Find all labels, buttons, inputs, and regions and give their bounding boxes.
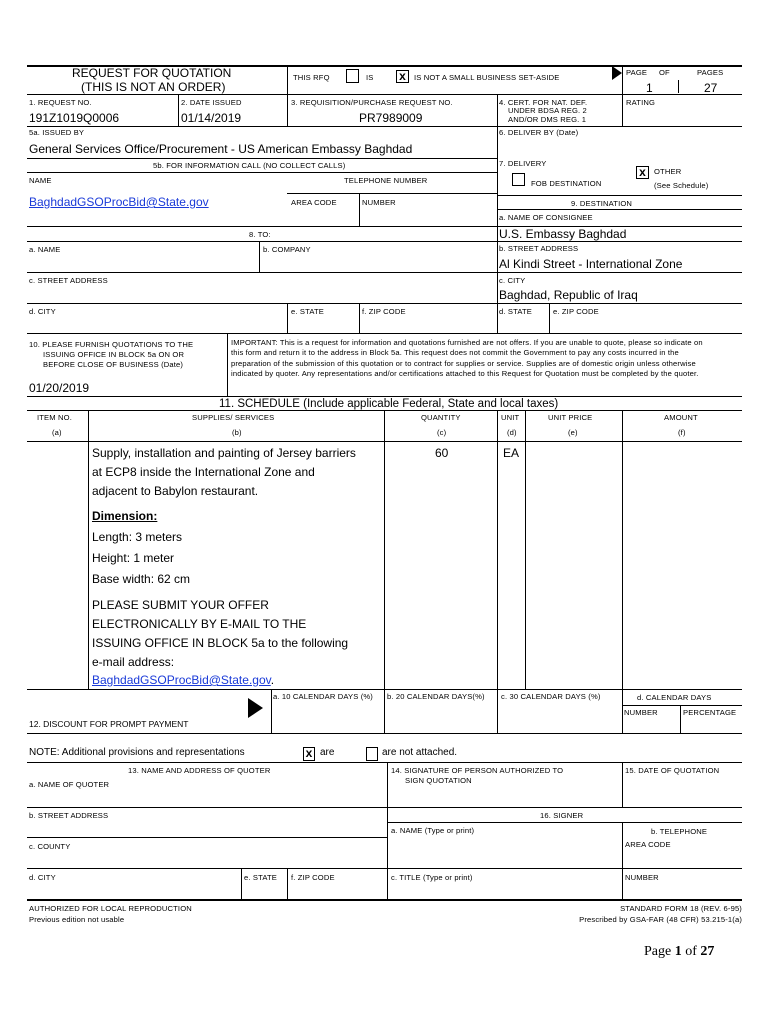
item-quantity: 60 — [435, 446, 449, 460]
consignee-value: U.S. Embassy Baghdad — [499, 227, 627, 241]
info-name-label: NAME — [29, 176, 52, 185]
delivery-label: 7. DELIVERY — [499, 159, 547, 168]
description-line: Supply, installation and painting of Jersey barriers — [92, 446, 356, 460]
this-rfq-label: THIS RFQ — [293, 73, 330, 82]
fob-destination-label: FOB DESTINATION — [531, 179, 602, 188]
important-notice: IMPORTANT: This is a request for information and quotations furnished are not offers. If you are unable to quote, please so indicate on this form and return it to the address in Block 5a. This request does not commit the Government to pay any costs incurred in the preparation of the submission of this quotation or to contract for supplies or service. Supplies are of domestic origin unless otherwise indicated by quoter. Any representations and/or certifications attached to this Request for Quotation must be completed by the quoter. — [231, 338, 703, 379]
date-issued-label: 2. DATE ISSUED — [181, 98, 242, 107]
are-attached-checkbox[interactable]: x — [303, 747, 315, 761]
quoter-zip-label: f. ZIP CODE — [291, 873, 335, 882]
column-header: QUANTITY — [421, 413, 461, 422]
dest-state-label: d. STATE — [499, 307, 532, 316]
column-key: (d) — [507, 428, 517, 437]
signer-number-label: NUMBER — [625, 873, 659, 882]
signer-label: 16. SIGNER — [540, 811, 584, 820]
number-label: NUMBER — [362, 198, 396, 207]
description-line: adjacent to Babylon restaurant. — [92, 484, 259, 498]
quoter-label: 13. NAME AND ADDRESS OF QUOTER — [128, 766, 271, 775]
page-current: 1 — [674, 944, 682, 959]
discount-percentage: PERCENTAGE — [683, 708, 737, 717]
column-key: (c) — [437, 428, 447, 437]
dimension-base-width: Base width: 62 cm — [92, 572, 191, 586]
area-code-label: AREA CODE — [291, 198, 337, 207]
is-label: IS — [366, 73, 374, 82]
column-key: (e) — [568, 428, 578, 437]
discount-number: NUMBER — [624, 708, 658, 717]
block10-line2: ISSUING OFFICE IN BLOCK 5a ON OR — [43, 350, 185, 359]
page-footer — [644, 944, 714, 960]
dimension-length: Length: 3 meters — [92, 530, 183, 544]
submit-line: ELECTRONICALLY BY E-MAIL TO THE — [92, 617, 307, 631]
column-key: (f) — [678, 428, 686, 437]
request-no-label: 1. REQUEST NO. — [29, 98, 92, 107]
quoter-name-label: a. NAME OF QUOTER — [29, 780, 110, 789]
see-schedule-label: (See Schedule) — [654, 181, 709, 190]
item-unit: EA — [503, 446, 520, 460]
quoter-state-label: e. STATE — [244, 873, 277, 882]
info-email-link[interactable]: BaghdadGSOProcBid@State.gov — [29, 195, 209, 209]
request-no: 191Z1019Q0006 — [29, 111, 120, 125]
discount-arrow-icon — [248, 698, 263, 718]
discount-10-days: a. 10 CALENDAR DAYS (%) — [273, 692, 373, 701]
submit-period: . — [270, 673, 275, 687]
column-header: UNIT — [501, 413, 520, 422]
set-aside-is-checkbox[interactable] — [346, 69, 359, 83]
to-label: 8. TO: — [249, 230, 271, 239]
to-city-label: d. CITY — [29, 307, 56, 316]
quoter-city-label: d. CITY — [29, 873, 56, 882]
pages-label: PAGES — [697, 68, 724, 77]
footer-prescribed-by: Prescribed by GSA-FAR (48 CFR) 53.215-1(a) — [579, 915, 742, 924]
to-state-label: e. STATE — [291, 307, 324, 316]
total-pages: 27 — [704, 81, 718, 95]
submit-line: PLEASE SUBMIT YOUR OFFER — [92, 598, 269, 612]
submit-email-row — [92, 673, 274, 687]
page-number: 1 — [646, 81, 653, 95]
dest-zip-label: e. ZIP CODE — [553, 307, 599, 316]
requisition-no: PR7989009 — [359, 111, 423, 125]
are-label: are — [320, 747, 335, 758]
submit-line: ISSUING OFFICE IN BLOCK 5a to the following — [92, 636, 349, 650]
footer-standard-form: STANDARD FORM 18 (REV. 6-95) — [620, 904, 742, 913]
discount-calendar-days: d. CALENDAR DAYS — [637, 693, 712, 702]
dest-city-value: Baghdad, Republic of Iraq — [499, 288, 638, 302]
date-issued: 01/14/2019 — [181, 111, 242, 125]
of-label: OF — [659, 68, 670, 77]
destination-label: 9. DESTINATION — [571, 199, 633, 208]
is-not-label: IS NOT A SMALL BUSINESS SET-ASIDE — [414, 73, 560, 82]
page-label: PAGE — [626, 68, 648, 77]
are-not-label: are not attached. — [382, 747, 458, 758]
column-header: ITEM NO. — [37, 413, 72, 422]
are-not-attached-checkbox[interactable] — [366, 747, 378, 761]
signature-label-2: SIGN QUOTATION — [405, 776, 472, 785]
column-header: AMOUNT — [664, 413, 698, 422]
signer-title-label: c. TITLE (Type or print) — [391, 873, 473, 882]
fob-destination-checkbox[interactable] — [512, 173, 525, 186]
issued-by-label: 5a. ISSUED BY — [29, 128, 85, 137]
footer-previous-edition: Previous edition not usable — [29, 915, 125, 924]
description-line: at ECP8 inside the International Zone and — [92, 465, 315, 479]
submit-line: e-mail address: — [92, 655, 175, 669]
issued-by-value: General Services Office/Procurement - US American Embassy Baghdad — [29, 142, 413, 156]
dest-street-label: b. STREET ADDRESS — [499, 244, 579, 253]
telephone-label: TELEPHONE NUMBER — [344, 176, 428, 185]
dest-city-label: c. CITY — [499, 276, 526, 285]
signature-label-1: 14. SIGNATURE OF PERSON AUTHORIZED TO — [391, 766, 564, 775]
consignee-label: a. NAME OF CONSIGNEE — [499, 213, 593, 222]
requisition-label: 3. REQUISITION/PURCHASE REQUEST NO. — [291, 98, 453, 107]
discount-label: 12. DISCOUNT FOR PROMPT PAYMENT — [29, 719, 189, 729]
other-checkbox[interactable]: x — [636, 166, 649, 179]
schedule-title: 11. SCHEDULE (Include applicable Federal, State and local taxes) — [219, 398, 559, 410]
signer-area-code-label: AREA CODE — [625, 840, 671, 849]
signer-name-label: a. NAME (Type or print) — [391, 826, 475, 835]
column-header: SUPPLIES/ SERVICES — [192, 413, 275, 422]
quoter-county-label: c. COUNTY — [29, 842, 71, 851]
dimension-heading: Dimension: — [92, 509, 158, 523]
cert-label-1: 4. CERT. FOR NAT. DEF. — [499, 98, 588, 107]
deliver-by-label: 6. DELIVER BY (Date) — [499, 128, 579, 137]
footer-reproduction: AUTHORIZED FOR LOCAL REPRODUCTION — [29, 904, 192, 913]
arrow-marker-icon — [612, 66, 622, 80]
block10-line3: BEFORE CLOSE OF BUSINESS (Date) — [43, 360, 184, 369]
dimension-height: Height: 1 meter — [92, 551, 175, 565]
dest-street-value: Al Kindi Street - International Zone — [499, 257, 683, 271]
note-text: NOTE: Additional provisions and representations — [29, 747, 245, 758]
other-label: OTHER — [654, 167, 682, 176]
cert-label-3: AND/OR DMS REG. 1 — [508, 115, 587, 124]
quote-due-date: 01/20/2019 — [29, 381, 90, 395]
column-key: (b) — [232, 428, 242, 437]
to-company-label: b. COMPANY — [263, 245, 311, 254]
form-subtitle: (THIS IS NOT AN ORDER) — [81, 80, 226, 94]
set-aside-is-not-checkbox[interactable]: x — [396, 70, 409, 83]
cert-label-2: UNDER BDSA REG. 2 — [508, 106, 587, 115]
discount-20-days: b. 20 CALENDAR DAYS(%) — [387, 692, 485, 701]
submit-email-link[interactable]: BaghdadGSOProcBid@State.gov — [92, 673, 271, 687]
page-word: Page — [644, 944, 672, 959]
of-word: of — [685, 944, 697, 959]
date-of-quotation-label: 15. DATE OF QUOTATION — [625, 766, 720, 775]
column-key: (a) — [52, 428, 62, 437]
discount-30-days: c. 30 CALENDAR DAYS (%) — [501, 692, 601, 701]
quoter-street-label: b. STREET ADDRESS — [29, 811, 109, 820]
to-zip-label: f. ZIP CODE — [362, 307, 406, 316]
info-call-label: 5b. FOR INFORMATION CALL (NO COLLECT CALLS) — [153, 161, 346, 170]
column-header: UNIT PRICE — [548, 413, 593, 422]
page-total: 27 — [700, 944, 715, 959]
to-name-label: a. NAME — [29, 245, 61, 254]
rating-label: RATING — [626, 98, 656, 107]
signer-telephone-label: b. TELEPHONE — [651, 827, 708, 836]
block10-line1: 10. PLEASE FURNISH QUOTATIONS TO THE — [29, 340, 194, 349]
form-title: REQUEST FOR QUOTATION — [72, 66, 232, 80]
to-street-label: c. STREET ADDRESS — [29, 276, 108, 285]
